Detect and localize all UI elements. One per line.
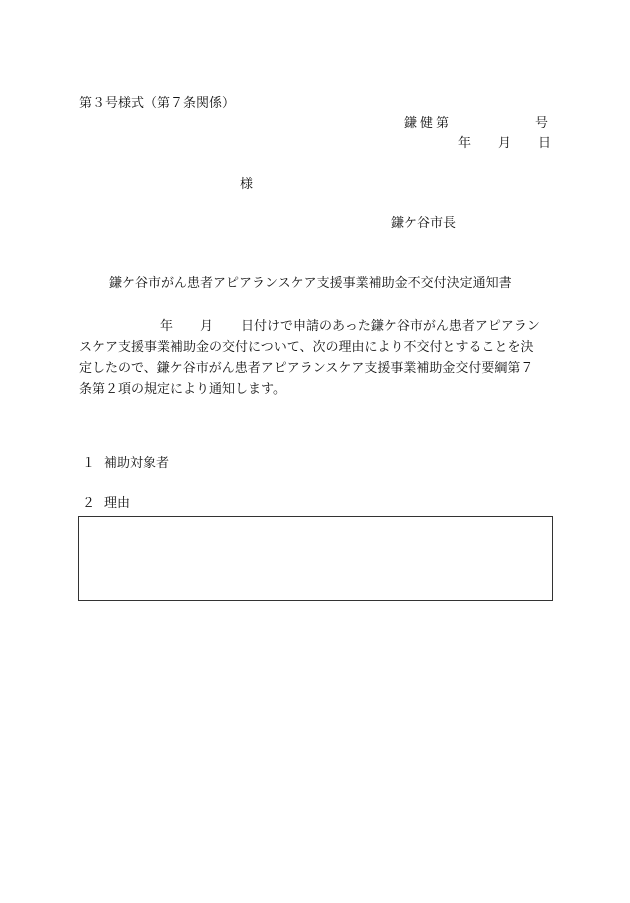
addressee-honorific: 様 bbox=[240, 177, 254, 192]
document-title: 鎌ケ谷市がん患者アピアランスケア支援事業補助金不交付決定通知書 bbox=[109, 276, 512, 291]
reference-suffix: 号 bbox=[534, 116, 548, 131]
form-number: 第３号様式（第７条関係） bbox=[79, 96, 236, 111]
item-number: １ bbox=[82, 456, 96, 471]
body-year-label: 年 bbox=[160, 319, 174, 334]
reference-number-line bbox=[404, 116, 550, 132]
date-month-label: 月 bbox=[498, 136, 512, 151]
item-label: 理由 bbox=[104, 496, 131, 511]
item-reason bbox=[82, 496, 130, 512]
reference-prefix: 鎌健第 bbox=[404, 116, 453, 131]
item-number: ２ bbox=[82, 496, 96, 511]
body-line-3: 定したので、鎌ケ谷市がん患者アピアランスケア支援事業補助金交付要綱第７ bbox=[79, 361, 534, 376]
issue-date-line bbox=[404, 136, 550, 152]
date-year-label: 年 bbox=[458, 136, 472, 151]
body-line-1-text: 日付けで申請のあった鎌ケ谷市がん患者アピアラン bbox=[241, 319, 540, 334]
date-day-label: 日 bbox=[538, 136, 552, 151]
issuer-name: 鎌ケ谷市長 bbox=[391, 216, 457, 231]
reason-box bbox=[78, 516, 553, 601]
body-line-4: 条第２項の規定により通知します。 bbox=[79, 382, 286, 397]
notice-body bbox=[79, 316, 555, 400]
item-label: 補助対象者 bbox=[104, 456, 170, 471]
body-line-2: スケア支援事業補助金の交付について、次の理由により不交付とすることを決 bbox=[79, 340, 534, 355]
item-subsidy-recipient bbox=[82, 456, 169, 472]
body-month-label: 月 bbox=[200, 319, 214, 334]
body-line-1 bbox=[79, 316, 555, 337]
